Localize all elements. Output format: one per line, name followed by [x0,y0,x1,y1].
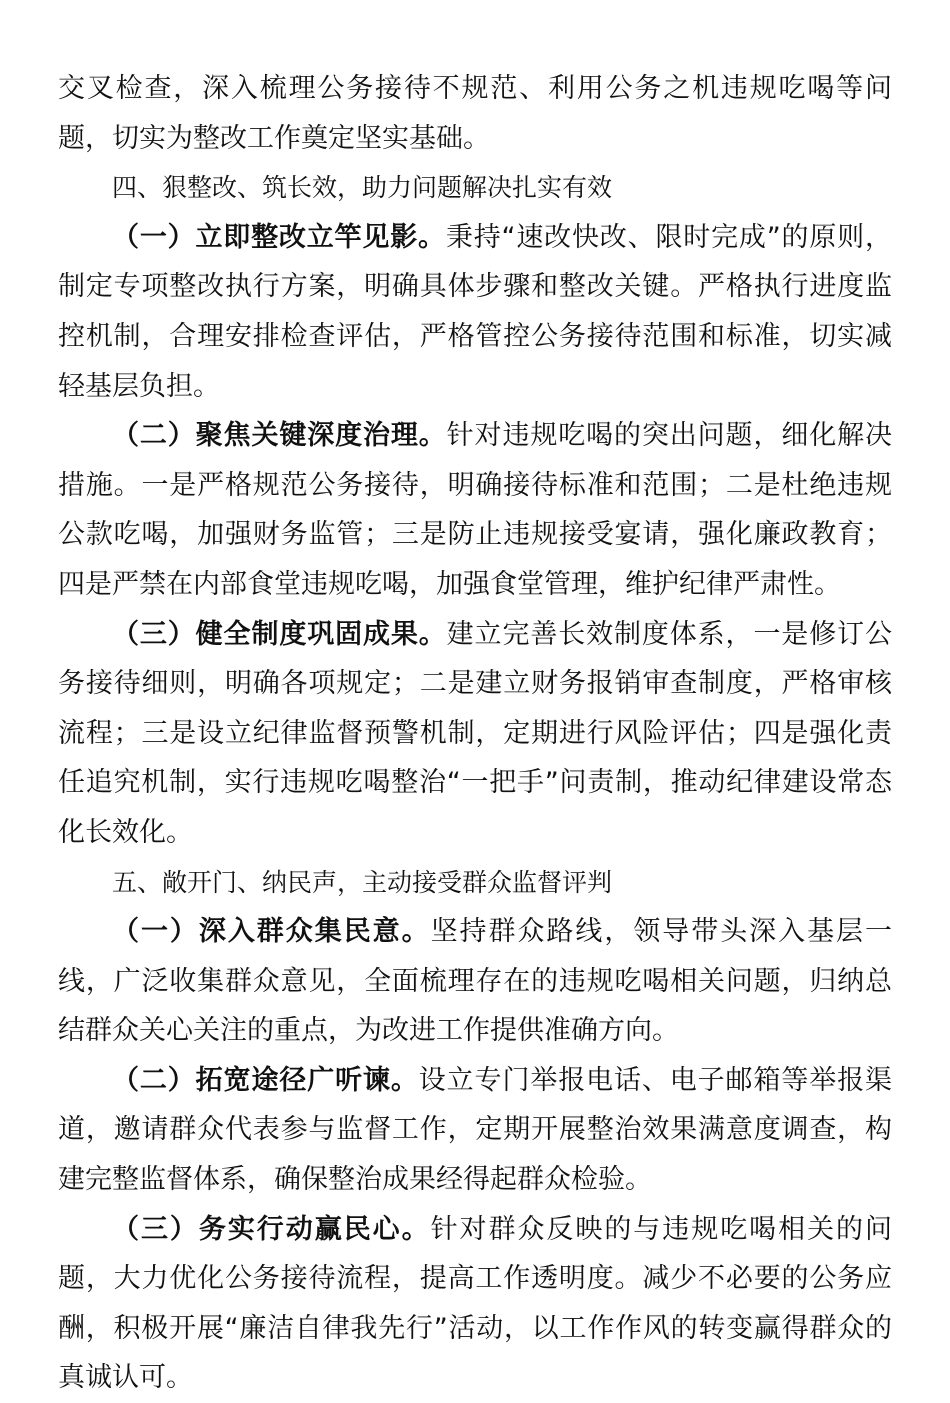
body-5-1: 坚持群众路线，领导带头深入基层一线，广泛收集群众意见，全面梳理存在的违规吃喝相关问题，归纳总结群众关心关注的重点，为改进工作提供准确方向。 [58,916,893,1047]
section-heading-4: 四、狠整改、筑长效，助力问题解决扎实有效 [112,173,613,203]
paragraph-5-1 [58,907,892,1056]
section-heading-5: 五、敞开门、纳民声，主动接受群众监督评判 [112,867,613,897]
paragraph-4-3 [58,610,892,858]
paragraph-5-3 [58,1205,892,1403]
subheading-5-1: （一）深入群众集民意。 [112,916,431,948]
body-4-1: 秉持“速改快改、限时完成”的原则，制定专项整改执行方案，明确具体步骤和整改关键。严格执行进度监控机制，合理安排检查评估，严格管控公务接待范围和标准，切实减轻基层负担。 [58,221,893,402]
subheading-4-2: （二）聚焦关键深度治理。 [112,420,447,452]
body-5-2: 设立专门举报电话、电子邮箱等举报渠道，邀请群众代表参与监督工作，定期开展整治效果满意度调查，构建完整监督体系，确保整治成果经得起群众检验。 [58,1064,893,1196]
subheading-5-3: （三）务实行动赢民心。 [112,1213,431,1245]
subheading-4-3: （三）健全制度巩固成果。 [112,618,447,650]
paragraph-4-2 [58,411,892,609]
paragraph-4-1 [58,213,892,411]
paragraph-continued: 交叉检查，深入梳理公务接待不规范、利用公务之机违规吃喝等问题，切实为整改工作奠定坚实基础。 [58,73,892,154]
paragraph-5-2 [58,1056,892,1205]
subheading-4-1: （一）立即整改立竿见影。 [112,221,446,253]
subheading-5-2: （二）拓宽途径广听谏。 [112,1064,419,1096]
body-4-3: 建立完善长效制度体系，一是修订公务接待细则，明确各项规定；二是建立财务报销审查制度，严格审核流程；三是设立纪律监督预警机制，定期进行风险评估；四是强化责任追究机制，实行违规吃喝整治“一把手”问责制，推动纪律建设常态化长效化。 [58,618,893,848]
body-5-3: 针对群众反映的与违规吃喝相关的问题，大力优化公务接待流程，提高工作透明度。减少不必要的公务应酬，积极开展“廉洁自律我先行”活动，以工作作风的转变赢得群众的真诚认可。 [58,1213,893,1394]
document-page [58,64,892,1403]
body-4-2: 针对违规吃喝的突出问题，细化解决措施。一是严格规范公务接待，明确接待标准和范围；二是杜绝违规公款吃喝，加强财务监管；三是防止违规接受宴请，强化廉政教育；四是严禁在内部食堂违规吃喝，加强食堂管理，维护纪律严肃性。 [58,420,893,600]
